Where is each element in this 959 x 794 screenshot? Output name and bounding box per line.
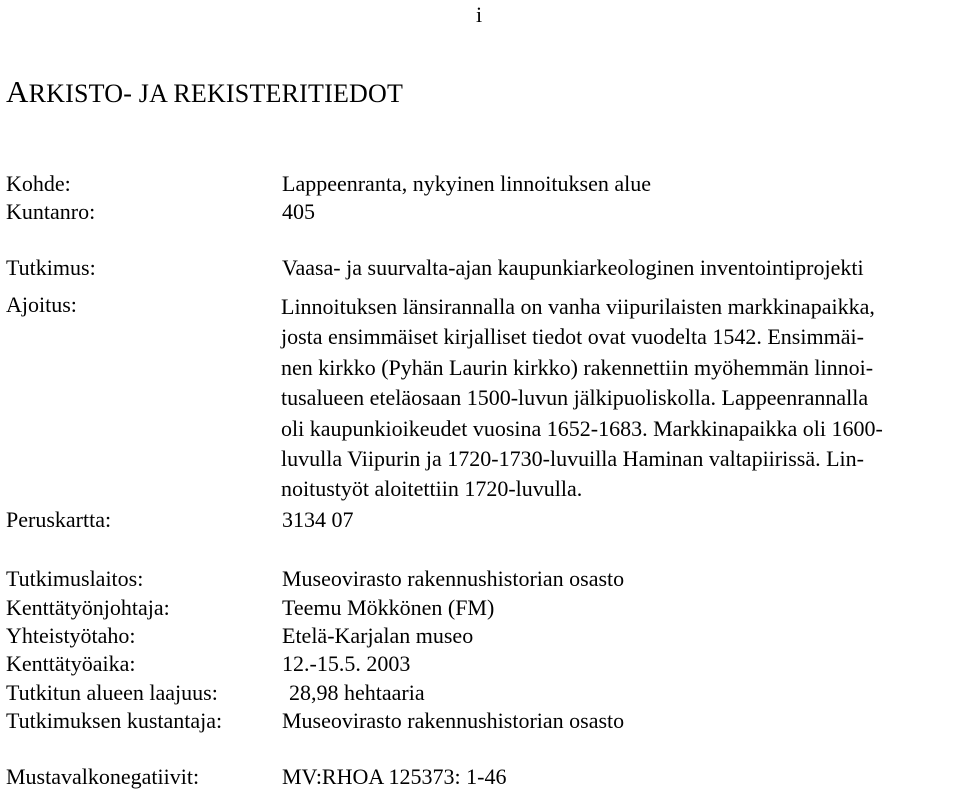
mustavalkonegatiivit-label: Mustavalkonegatiivit: — [6, 764, 200, 789]
kuntanro-label: Kuntanro: — [6, 199, 96, 224]
peruskartta-label: Peruskartta: — [6, 507, 112, 532]
page-title-initial: A — [6, 74, 29, 109]
tutkimus-value: Vaasa- ja suurvalta-ajan kaupunkiarkeologinen inventointiprojekti — [282, 255, 864, 280]
kenttatyonjohtaja-label: Kenttätyönjohtaja: — [6, 595, 170, 620]
yhteistyotaho-value: Etelä-Karjalan museo — [282, 623, 474, 648]
laajuus-value: 28,98 hehtaaria — [289, 680, 425, 705]
tutkimuslaitos-value: Museovirasto rakennushistorian osasto — [282, 566, 625, 591]
ajoitus-line: tusalueen eteläosaan 1500-luvun jälkipuoliskolla. Lappeenrannalla — [281, 385, 869, 411]
page-title-rest: RKISTO- JA REKISTERITIEDOT — [28, 79, 404, 108]
ajoitus-line: nen kirkko (Pyhän Laurin kirkko) rakennettiin myöhemmän linnoi- — [281, 354, 874, 380]
peruskartta-value: 3134 07 — [282, 507, 354, 532]
ajoitus-label: Ajoitus: — [6, 292, 77, 317]
tutkimus-label: Tutkimus: — [6, 255, 96, 280]
ajoitus-paragraph — [281, 292, 957, 505]
kenttatyoaika-label: Kenttätyöaika: — [6, 651, 136, 676]
yhteistyotaho-label: Yhteistyötaho: — [6, 623, 136, 648]
kohde-value: Lappeenranta, nykyinen linnoituksen alue — [282, 171, 651, 196]
ajoitus-line: luvulla Viipurin ja 1720-1730-luvuilla Haminan valtapiirissä. Lin- — [281, 446, 864, 472]
ajoitus-line: Linnoituksen länsirannalla on vanha viipurilaisten markkinapaikka, — [281, 294, 875, 319]
page-title — [6, 74, 403, 110]
kohde-label: Kohde: — [6, 171, 71, 196]
tutkimuslaitos-label: Tutkimuslaitos: — [6, 566, 144, 591]
kenttatyoaika-value: 12.-15.5. 2003 — [282, 651, 411, 676]
mustavalkonegatiivit-value: MV:RHOA 125373: 1-46 — [282, 764, 507, 789]
kustantaja-label: Tutkimuksen kustantaja: — [6, 708, 223, 733]
ajoitus-line: oli kaupunkioikeudet vuosina 1652-1683. Markkinapaikka oli 1600- — [281, 415, 883, 441]
laajuus-label: Tutkitun alueen laajuus: — [6, 680, 218, 705]
ajoitus-line: josta ensimmäiset kirjalliset tiedot ovat vuodelta 1542. Ensimmäi- — [281, 324, 864, 350]
kustantaja-value: Museovirasto rakennushistorian osasto — [282, 708, 625, 733]
kenttatyonjohtaja-value: Teemu Mökkönen (FM) — [282, 595, 495, 620]
ajoitus-line: noitustyöt aloitettiin 1720-luvulla. — [281, 476, 583, 502]
page-number: i — [476, 2, 483, 27]
kuntanro-value: 405 — [282, 199, 315, 224]
